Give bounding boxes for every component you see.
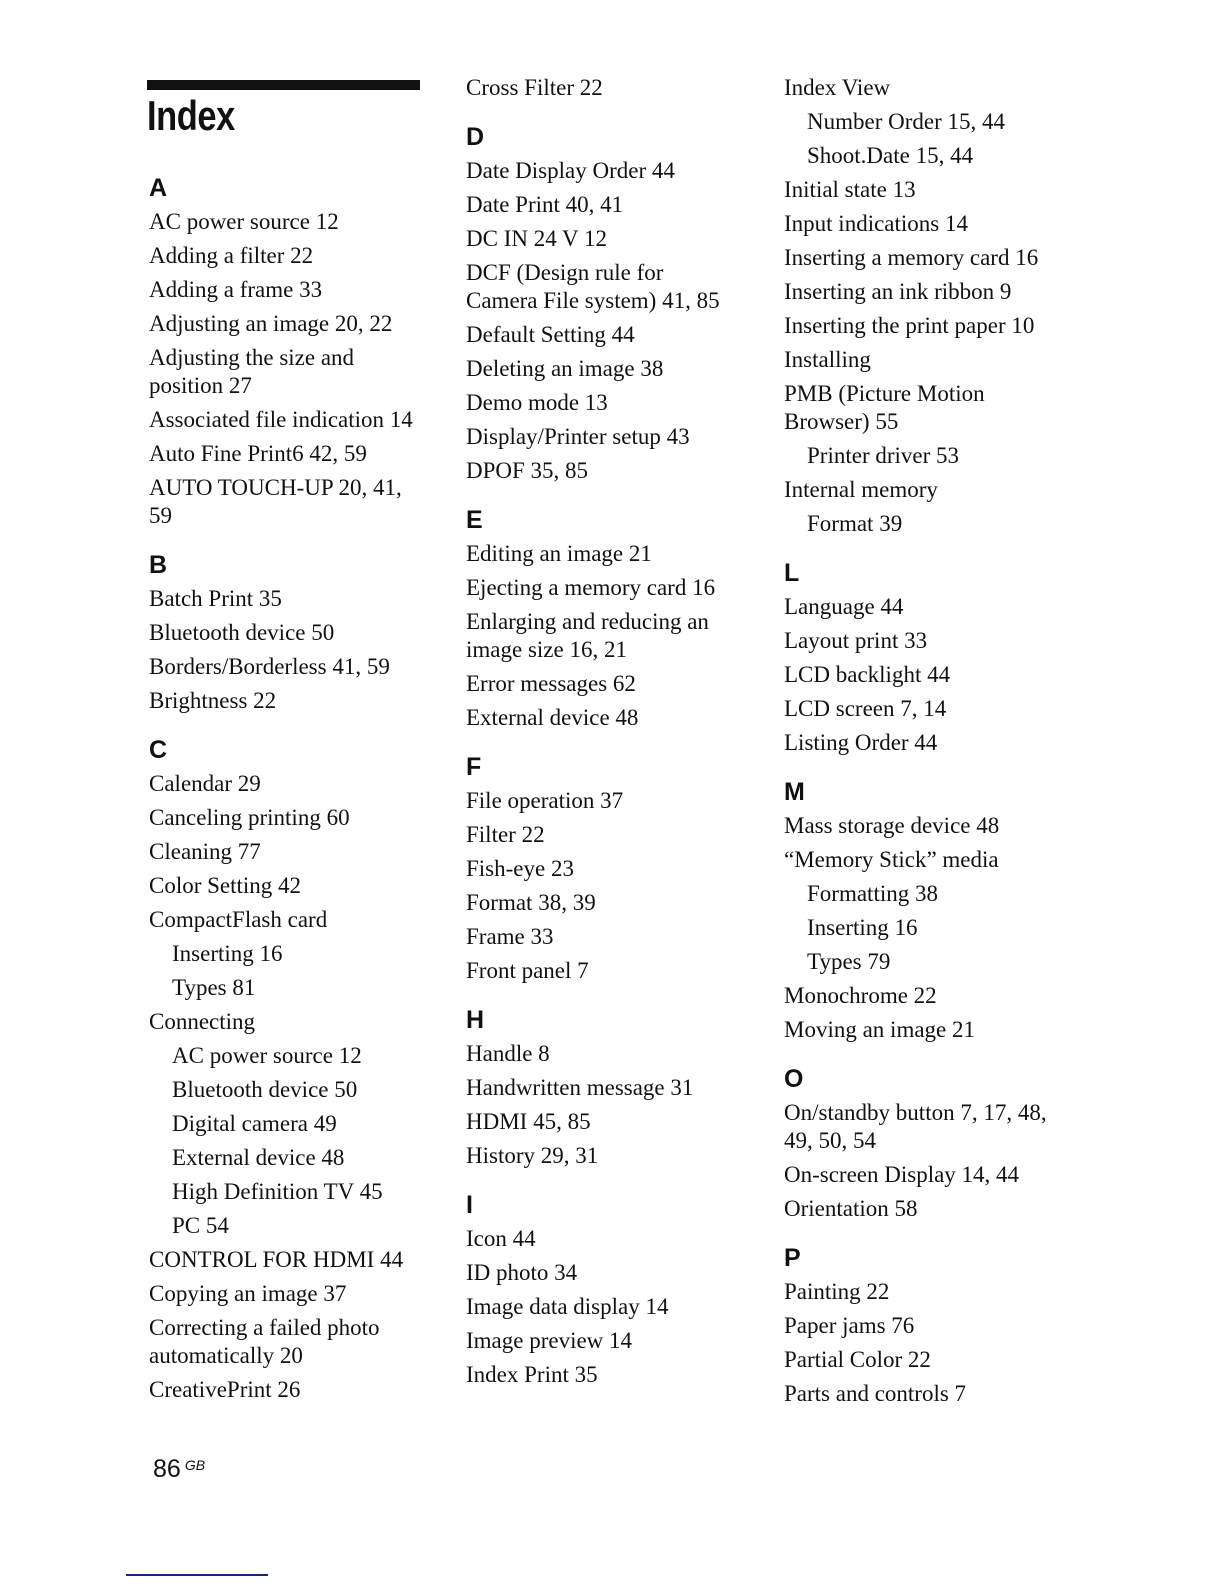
index-entry: History 29, 31 bbox=[466, 1143, 599, 1168]
index-entry: Adjusting the size and position 27 bbox=[149, 345, 355, 398]
index-entry: Adjusting an image 20, 22 bbox=[149, 311, 393, 336]
index-entry: Cross Filter 22 bbox=[466, 75, 603, 100]
index-column-1 bbox=[149, 171, 449, 1407]
index-subentry: Inserting 16 bbox=[807, 915, 918, 940]
index-letter-heading: A bbox=[149, 174, 168, 202]
index-entry: ID photo 34 bbox=[466, 1260, 578, 1285]
index-entry: Ejecting a memory card 16 bbox=[466, 575, 716, 600]
footer-line bbox=[126, 1574, 268, 1576]
index-entry: Filter 22 bbox=[466, 822, 545, 847]
index-entry: Initial state 13 bbox=[784, 177, 916, 202]
index-subentry: AC power source 12 bbox=[172, 1043, 362, 1068]
index-letter-heading: P bbox=[784, 1244, 801, 1272]
index-subentry: High Definition TV 45 bbox=[172, 1179, 383, 1204]
page-region-code: GB bbox=[184, 1457, 206, 1473]
index-entry: CompactFlash card bbox=[149, 907, 328, 932]
index-entry: AC power source 12 bbox=[149, 209, 339, 234]
index-entry: Deleting an image 38 bbox=[466, 356, 664, 381]
index-entry: Fish-eye 23 bbox=[466, 856, 574, 881]
index-subentry: Formatting 38 bbox=[807, 881, 938, 906]
index-entry: Calendar 29 bbox=[149, 771, 261, 796]
index-entry: Painting 22 bbox=[784, 1279, 890, 1304]
index-subentry: Digital camera 49 bbox=[172, 1111, 337, 1136]
index-subentry: External device 48 bbox=[172, 1145, 345, 1170]
index-letter-heading: H bbox=[466, 1006, 485, 1034]
index-entry: Layout print 33 bbox=[784, 628, 928, 653]
index-letter-heading: F bbox=[466, 753, 482, 781]
index-entry: Enlarging and reducing an image size 16, 21 bbox=[466, 609, 709, 662]
page-title: Index bbox=[147, 92, 235, 139]
index-entry: File operation 37 bbox=[466, 788, 624, 813]
index-entry: Inserting the print paper 10 bbox=[784, 313, 1035, 338]
index-entry: Icon 44 bbox=[466, 1226, 536, 1251]
index-entry: Adding a filter 22 bbox=[149, 243, 314, 268]
index-letter-heading: B bbox=[149, 551, 168, 579]
index-entry: Default Setting 44 bbox=[466, 322, 635, 347]
index-entry: Image data display 14 bbox=[466, 1294, 669, 1319]
index-entry: LCD backlight 44 bbox=[784, 662, 951, 687]
index-entry: “Memory Stick” media bbox=[784, 847, 999, 872]
index-entry: Copying an image 37 bbox=[149, 1281, 347, 1306]
index-entry: DC IN 24 V 12 bbox=[466, 226, 607, 251]
index-entry: Brightness 22 bbox=[149, 688, 277, 713]
index-letter-heading: D bbox=[466, 123, 485, 151]
index-column-2 bbox=[466, 71, 766, 1392]
index-entry: Date Display Order 44 bbox=[466, 158, 675, 183]
index-subentry: Format 39 bbox=[807, 511, 903, 536]
page-number-value: 86 bbox=[153, 1455, 181, 1483]
index-entry: Index View bbox=[784, 75, 891, 100]
index-entry: Paper jams 76 bbox=[784, 1313, 915, 1338]
index-entry: On/standby button 7, 17, 48, 49, 50, 54 bbox=[784, 1100, 1047, 1153]
index-entry: Monochrome 22 bbox=[784, 983, 937, 1008]
index-subentry: Types 81 bbox=[172, 975, 256, 1000]
index-entry: Format 38, 39 bbox=[466, 890, 596, 915]
index-entry: Handwritten message 31 bbox=[466, 1075, 694, 1100]
index-letter-heading: L bbox=[784, 559, 800, 587]
index-entry: Demo mode 13 bbox=[466, 390, 608, 415]
index-entry: Connecting bbox=[149, 1009, 256, 1034]
index-entry: Adding a frame 33 bbox=[149, 277, 323, 302]
index-entry: Partial Color 22 bbox=[784, 1347, 931, 1372]
index-subentry: Shoot.Date 15, 44 bbox=[807, 143, 974, 168]
index-letter-heading: O bbox=[784, 1065, 804, 1093]
index-entry: Bluetooth device 50 bbox=[149, 620, 335, 645]
index-subentry: Inserting 16 bbox=[172, 941, 283, 966]
index-entry: Borders/Borderless 41, 59 bbox=[149, 654, 390, 679]
index-entry: Front panel 7 bbox=[466, 958, 589, 983]
index-entry: CreativePrint 26 bbox=[149, 1377, 301, 1402]
index-entry: Auto Fine Print6 42, 59 bbox=[149, 441, 367, 466]
index-entry: Installing bbox=[784, 347, 871, 372]
index-entry: Image preview 14 bbox=[466, 1328, 633, 1353]
index-entry: On-screen Display 14, 44 bbox=[784, 1162, 1020, 1187]
index-entry: Cleaning 77 bbox=[149, 839, 261, 864]
index-entry: Editing an image 21 bbox=[466, 541, 652, 566]
index-entry: Parts and controls 7 bbox=[784, 1381, 967, 1406]
index-letter-heading: I bbox=[466, 1191, 473, 1219]
index-entry: Display/Printer setup 43 bbox=[466, 424, 690, 449]
index-entry: LCD screen 7, 14 bbox=[784, 696, 947, 721]
index-entry: Error messages 62 bbox=[466, 671, 636, 696]
index-entry: DCF (Design rule for Camera File system) 41, 85 bbox=[466, 260, 720, 313]
index-entry: Moving an image 21 bbox=[784, 1017, 975, 1042]
index-subentry: Bluetooth device 50 bbox=[172, 1077, 358, 1102]
index-letter-heading: C bbox=[149, 736, 168, 764]
index-entry: Handle 8 bbox=[466, 1041, 550, 1066]
index-entry: Mass storage device 48 bbox=[784, 813, 1000, 838]
index-entry: Canceling printing 60 bbox=[149, 805, 350, 830]
index-entry: Orientation 58 bbox=[784, 1196, 918, 1221]
index-letter-heading: M bbox=[784, 778, 805, 806]
index-entry: AUTO TOUCH-UP 20, 41, 59 bbox=[149, 475, 402, 528]
title-rule bbox=[147, 80, 420, 90]
index-entry: Frame 33 bbox=[466, 924, 554, 949]
index-entry: Language 44 bbox=[784, 594, 904, 619]
index-column-3 bbox=[784, 71, 1084, 1411]
index-subentry: Types 79 bbox=[807, 949, 891, 974]
index-subentry: Printer driver 53 bbox=[807, 443, 960, 468]
index-entry: External device 48 bbox=[466, 705, 639, 730]
index-subentry: PMB (Picture Motion Browser) 55 bbox=[784, 381, 985, 434]
index-entry: Input indications 14 bbox=[784, 211, 968, 236]
index-entry: Associated file indication 14 bbox=[149, 407, 413, 432]
index-entry: CONTROL FOR HDMI 44 bbox=[149, 1247, 404, 1272]
index-subentry: PC 54 bbox=[172, 1213, 229, 1238]
index-entry: Internal memory bbox=[784, 477, 938, 502]
index-subentry: Number Order 15, 44 bbox=[807, 109, 1006, 134]
page-number bbox=[153, 1455, 205, 1484]
index-entry: DPOF 35, 85 bbox=[466, 458, 589, 483]
index-entry: Index Print 35 bbox=[466, 1362, 598, 1387]
index-entry: Inserting an ink ribbon 9 bbox=[784, 279, 1012, 304]
index-entry: Batch Print 35 bbox=[149, 586, 282, 611]
index-entry: Listing Order 44 bbox=[784, 730, 938, 755]
index-entry: Color Setting 42 bbox=[149, 873, 302, 898]
index-entry: Inserting a memory card 16 bbox=[784, 245, 1039, 270]
index-entry: Date Print 40, 41 bbox=[466, 192, 624, 217]
index-entry: HDMI 45, 85 bbox=[466, 1109, 591, 1134]
index-letter-heading: E bbox=[466, 506, 483, 534]
index-entry: Correcting a failed photo automatically 20 bbox=[149, 1315, 380, 1368]
